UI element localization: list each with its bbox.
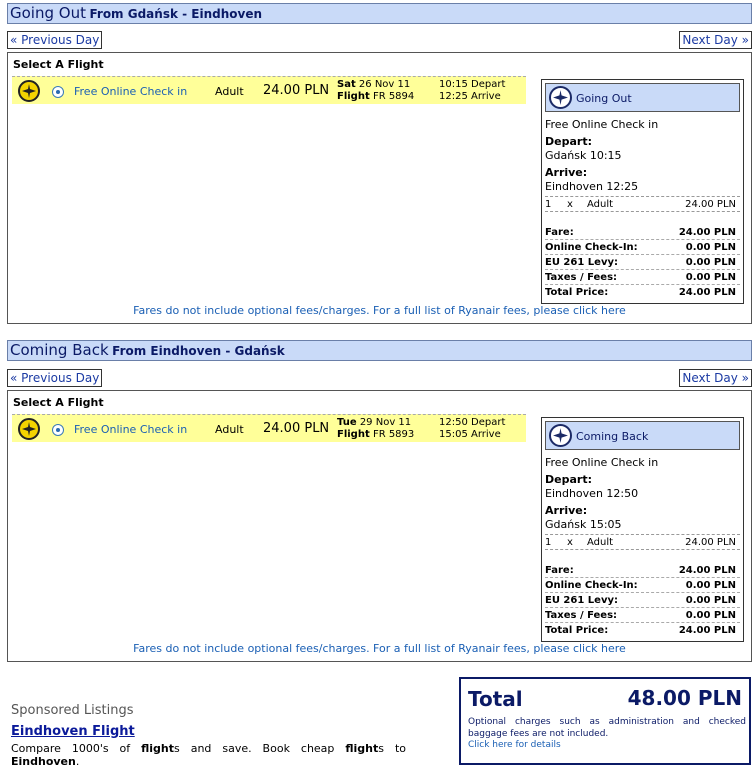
coming-back-title: Coming Back (10, 341, 109, 359)
coming-back-date: Tue 29 Nov 11 (337, 417, 412, 428)
coming-back-flight-radio[interactable] (52, 424, 64, 436)
going-out-next-day-link[interactable]: Next Day » (679, 31, 752, 49)
coming-back-panel (7, 390, 752, 662)
going-out-summary-box (541, 79, 744, 304)
coming-back-pax-type: Adult (215, 423, 244, 436)
plane-icon (18, 80, 40, 102)
coming-back-next-day-link[interactable]: Next Day » (679, 369, 752, 387)
fare-row: Taxes / Fees: 0.00 PLN (545, 270, 740, 285)
going-out-depart-time: 10:15 Depart (439, 79, 506, 90)
going-out-summary-header (545, 83, 740, 112)
coming-back-select-title: Select A Flight (13, 396, 104, 409)
going-out-price: 24.00 PLN (263, 83, 330, 98)
going-out-date: Sat 26 Nov 11 (337, 79, 411, 90)
coming-back-previous-day-link[interactable]: « Previous Day (7, 369, 102, 387)
coming-back-header (7, 340, 752, 361)
coming-back-summary-arrive-value: Gdańsk 15:05 (545, 518, 622, 531)
going-out-fares-note-link[interactable]: Fares do not include optional fees/charges. For a full list of Ryanair fees, please click here (133, 304, 626, 317)
coming-back-summary-check-in: Free Online Check in (545, 456, 659, 469)
ad-title-link[interactable]: Eindhoven Flight (11, 724, 135, 739)
fare-row: Fare: 24.00 PLN (545, 563, 740, 578)
coming-back-price: 24.00 PLN (263, 421, 330, 436)
going-out-check-in-label: Free Online Check in (74, 85, 188, 98)
total-label: Total (468, 687, 523, 711)
plane-icon (549, 86, 572, 109)
going-out-flight-radio[interactable] (52, 86, 64, 98)
fare-row: Taxes / Fees: 0.00 PLN (545, 608, 740, 623)
going-out-flight-row[interactable] (12, 76, 526, 104)
going-out-flight-number: Flight FR 5894 (337, 91, 415, 102)
coming-back-summary-depart-value: Eindhoven 12:50 (545, 487, 639, 500)
coming-back-check-in-label: Free Online Check in (74, 423, 188, 436)
fare-row-total: Total Price: 24.00 PLN (545, 287, 736, 298)
going-out-summary-pax-line: 1 x Adult 24.00 PLN (545, 196, 740, 212)
going-out-pax-type: Adult (215, 85, 244, 98)
coming-back-arrive-time: 15:05 Arrive (439, 429, 501, 440)
coming-back-flight-row[interactable] (12, 414, 526, 442)
plane-icon (18, 418, 40, 440)
going-out-panel (7, 52, 752, 324)
sponsored-listings-heading: Sponsored Listings (11, 703, 134, 718)
total-value: 48.00 PLN (627, 686, 742, 710)
going-out-summary-arrive-value: Eindhoven 12:25 (545, 180, 639, 193)
going-out-summary-depart-value: Gdańsk 10:15 (545, 149, 622, 162)
going-out-title: Going Out (10, 4, 86, 22)
fare-row: Online Check-In: 0.00 PLN (545, 578, 740, 593)
coming-back-summary-pax-line: 1 x Adult 24.00 PLN (545, 534, 740, 550)
coming-back-route: From Eindhoven - Gdańsk (112, 344, 285, 358)
going-out-summary-check-in: Free Online Check in (545, 118, 659, 131)
ad-text: Compare 1000's of flights and save. Book cheap flights to Eindhoven. (11, 742, 406, 768)
details-link[interactable]: Click here for details (468, 740, 561, 750)
going-out-arrive-time: 12:25 Arrive (439, 91, 501, 102)
coming-back-flight-number: Flight FR 5893 (337, 429, 415, 440)
coming-back-summary-title: Coming Back (576, 430, 649, 443)
going-out-route: From Gdańsk - Eindhoven (89, 7, 263, 21)
going-out-summary-depart-label: Depart: (545, 135, 592, 148)
going-out-summary-arrive-label: Arrive: (545, 166, 588, 179)
coming-back-summary-arrive-label: Arrive: (545, 504, 588, 517)
going-out-header (7, 3, 752, 24)
fare-row-total: Total Price: 24.00 PLN (545, 625, 736, 636)
coming-back-depart-time: 12:50 Depart (439, 417, 506, 428)
fare-row: Online Check-In: 0.00 PLN (545, 240, 740, 255)
plane-icon (549, 424, 572, 447)
coming-back-summary-header (545, 421, 740, 450)
fare-row: EU 261 Levy: 0.00 PLN (545, 593, 740, 608)
fare-row: EU 261 Levy: 0.00 PLN (545, 255, 740, 270)
coming-back-summary-depart-label: Depart: (545, 473, 592, 486)
fare-row: Fare: 24.00 PLN (545, 225, 740, 240)
total-note: Optional charges such as administration and checked baggage fees are not included. (468, 717, 746, 739)
going-out-previous-day-link[interactable]: « Previous Day (7, 31, 102, 49)
coming-back-summary-box (541, 417, 744, 642)
coming-back-fares-note-link[interactable]: Fares do not include optional fees/charges. For a full list of Ryanair fees, please click here (133, 642, 626, 655)
going-out-select-title: Select A Flight (13, 58, 104, 71)
going-out-summary-title: Going Out (576, 92, 632, 105)
total-box (459, 677, 751, 765)
